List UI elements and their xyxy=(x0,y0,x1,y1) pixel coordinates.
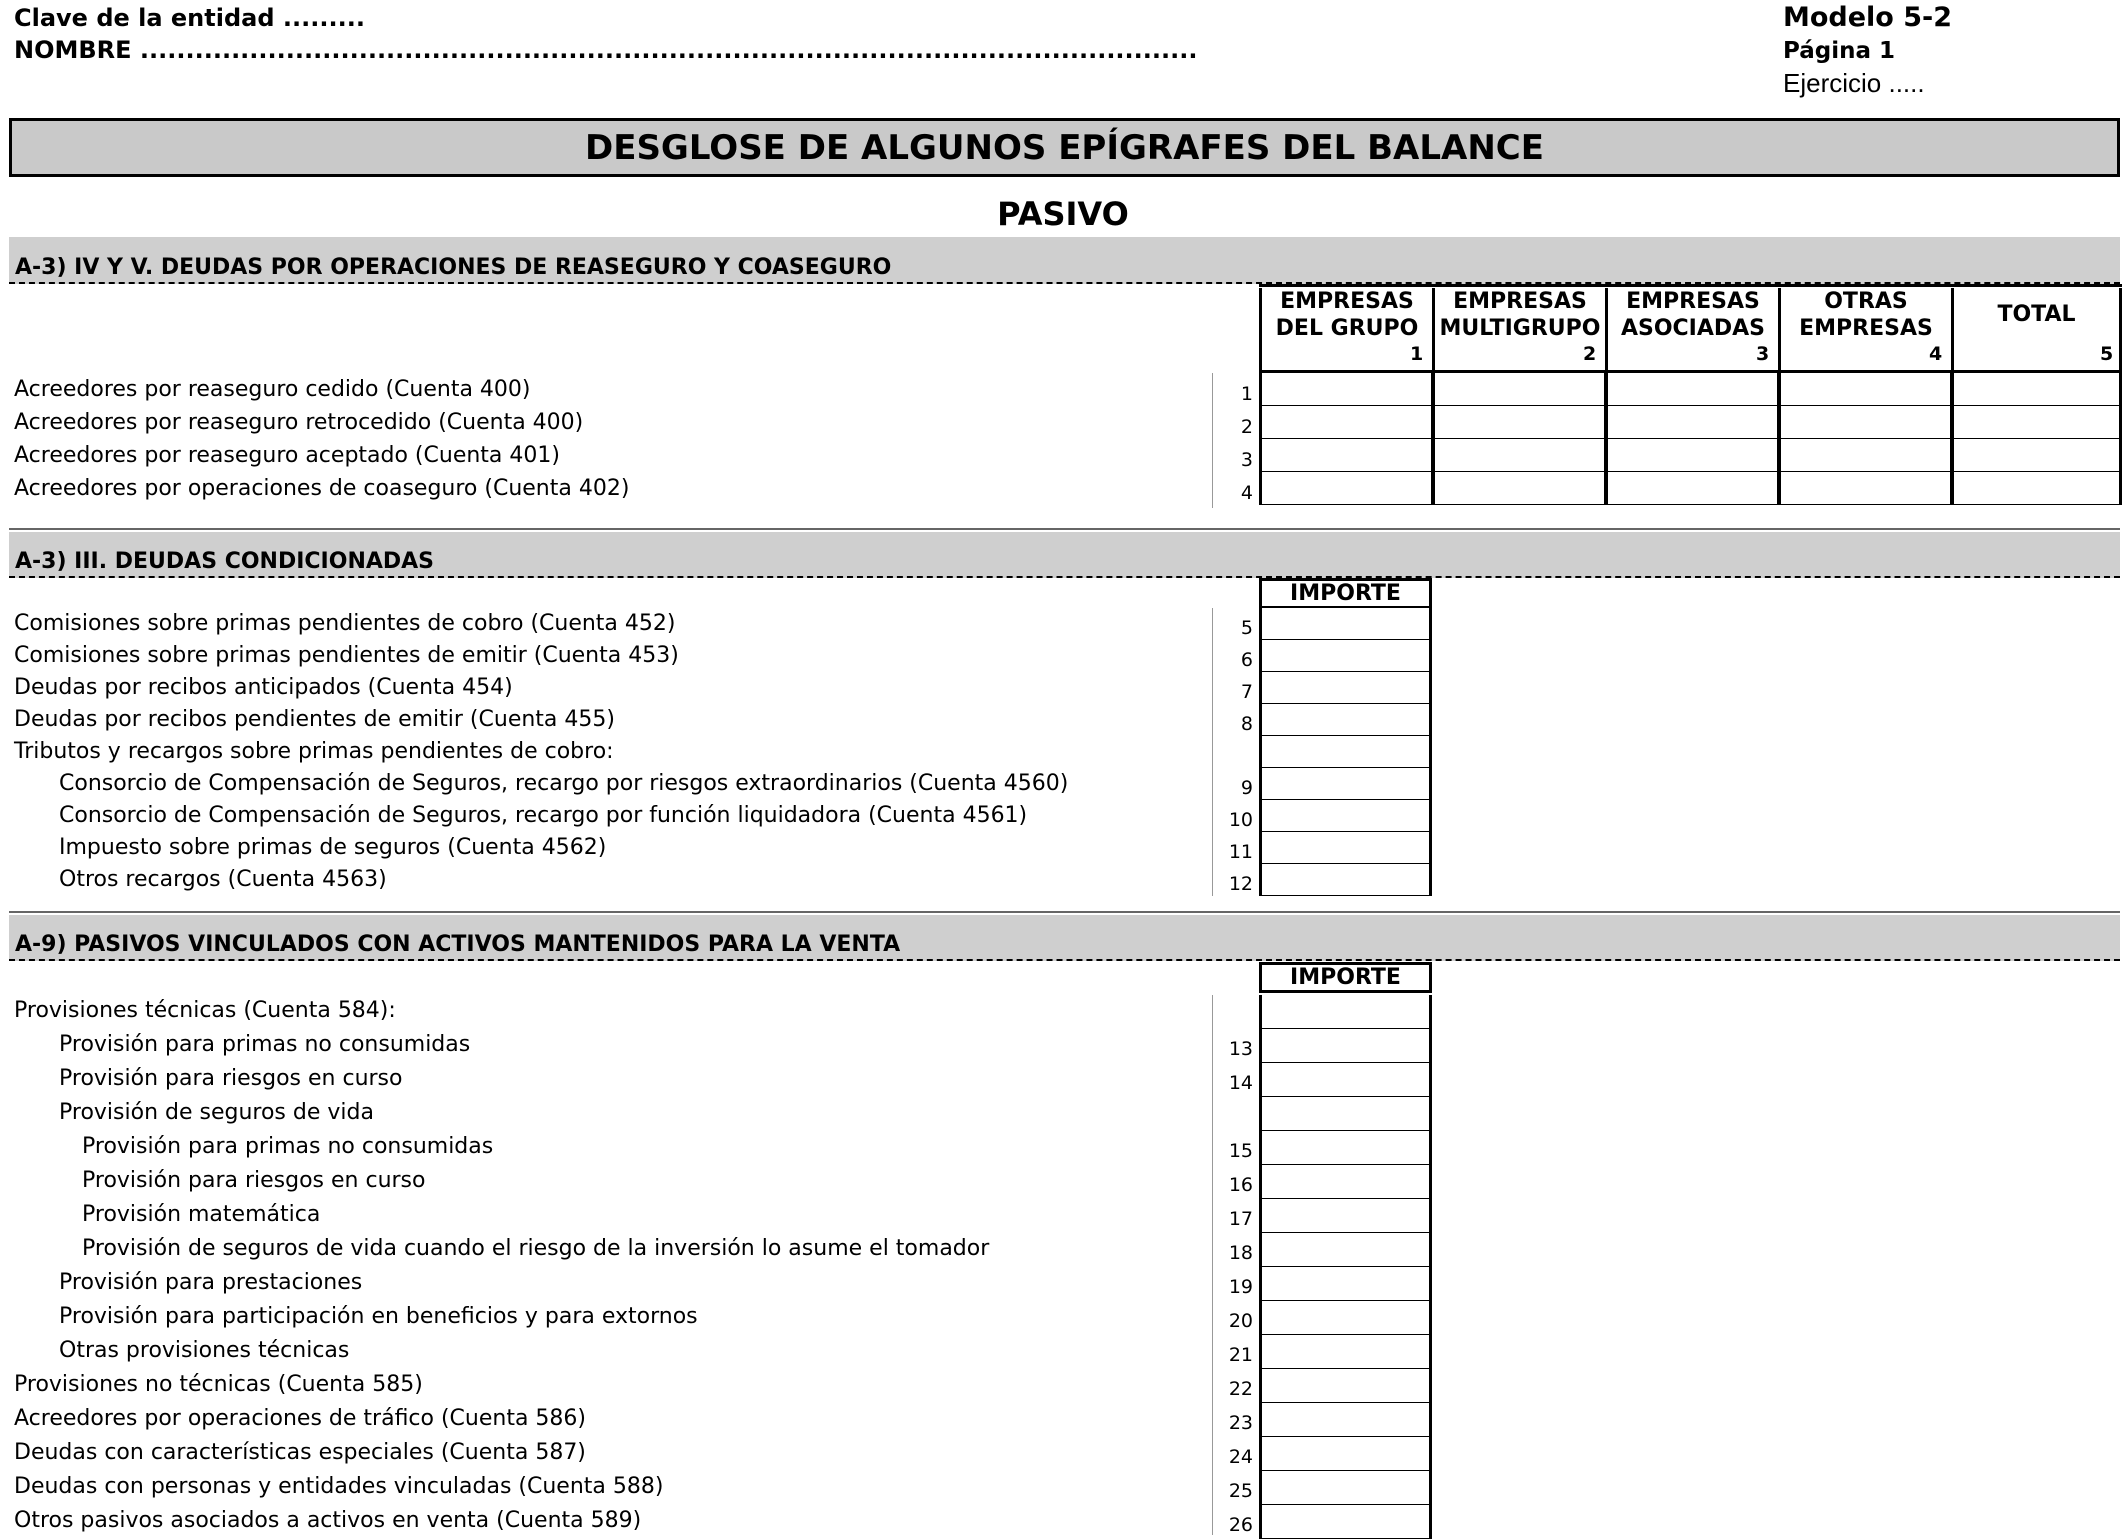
table-top-border xyxy=(1259,284,2122,287)
row-label: Deudas con personas y entidades vinculadas (Cuenta 588) xyxy=(14,1474,664,1499)
row-label: Comisiones sobre primas pendientes de cobro (Cuenta 452) xyxy=(14,611,676,636)
row-number: 22 xyxy=(1228,1378,1253,1400)
row-label: Provisión para riesgos en curso xyxy=(82,1168,426,1193)
column-number: 3 xyxy=(1756,343,1770,365)
row-label: Provisión para riesgos en curso xyxy=(59,1066,403,1091)
column-number: 2 xyxy=(1583,343,1597,365)
column-header-line: EMPRESAS xyxy=(1453,289,1587,314)
column-header-line: TOTAL xyxy=(1997,302,2076,327)
importe-cell[interactable] xyxy=(1259,608,1432,640)
column-header xyxy=(1778,288,1951,370)
row-number: 13 xyxy=(1228,1038,1253,1060)
importe-cell[interactable] xyxy=(1259,1369,1432,1403)
row-label: Provisión para primas no consumidas xyxy=(82,1134,494,1159)
row-number: 3 xyxy=(1240,449,1253,471)
data-cell[interactable] xyxy=(1605,472,1778,505)
importe-cell[interactable] xyxy=(1259,1437,1432,1471)
data-cell[interactable] xyxy=(1259,472,1432,505)
row-label: Otros recargos (Cuenta 4563) xyxy=(59,867,387,892)
row-label: Acreedores por reaseguro retrocedido (Cuenta 400) xyxy=(14,410,584,435)
row-number: 7 xyxy=(1240,681,1253,703)
importe-cell[interactable] xyxy=(1259,1267,1432,1301)
data-cell[interactable] xyxy=(1432,472,1605,505)
importe-cell-blank xyxy=(1259,1097,1432,1131)
importe-cell[interactable] xyxy=(1259,672,1432,704)
importe-cell[interactable] xyxy=(1259,1199,1432,1233)
data-cell[interactable] xyxy=(1259,439,1432,472)
importe-cell[interactable] xyxy=(1259,1505,1432,1539)
row-label: Consorcio de Compensación de Seguros, recargo por riesgos extraordinarios (Cuenta 4560) xyxy=(59,771,1069,796)
data-cell[interactable] xyxy=(1605,373,1778,406)
row-number: 10 xyxy=(1228,809,1253,831)
row-label: Provisión para primas no consumidas xyxy=(59,1032,471,1057)
column-header xyxy=(1605,288,1778,370)
row-label: Consorcio de Compensación de Seguros, recargo por función liquidadora (Cuenta 4561) xyxy=(59,803,1028,828)
importe-cell[interactable] xyxy=(1259,1063,1432,1097)
importe-cell[interactable] xyxy=(1259,1301,1432,1335)
column-number: 1 xyxy=(1410,343,1424,365)
column-header-importe: IMPORTE xyxy=(1259,962,1432,993)
data-cell[interactable] xyxy=(1778,373,1951,406)
column-header-line: EMPRESAS xyxy=(1626,289,1760,314)
column-header-line: DEL GRUPO xyxy=(1275,316,1419,341)
importe-cell[interactable] xyxy=(1259,640,1432,672)
row-number: 19 xyxy=(1228,1276,1253,1298)
column-header-line: EMPRESAS xyxy=(1799,316,1933,341)
row-label: Provisiones técnicas (Cuenta 584): xyxy=(14,998,396,1023)
importe-cell[interactable] xyxy=(1259,800,1432,832)
row-number: 9 xyxy=(1240,777,1253,799)
page-title: DESGLOSE DE ALGUNOS EPÍGRAFES DEL BALANCE xyxy=(9,118,2120,177)
row-label: Otros pasivos asociados a activos en venta (Cuenta 589) xyxy=(14,1508,642,1533)
row-number: 21 xyxy=(1228,1344,1253,1366)
importe-cell[interactable] xyxy=(1259,864,1432,896)
importe-cell[interactable] xyxy=(1259,1233,1432,1267)
row-label: Acreedores por reaseguro aceptado (Cuenta 401) xyxy=(14,443,560,468)
row-number: 4 xyxy=(1240,482,1253,504)
importe-cell[interactable] xyxy=(1259,1165,1432,1199)
data-cell[interactable] xyxy=(1605,439,1778,472)
importe-cell[interactable] xyxy=(1259,832,1432,864)
row-number: 12 xyxy=(1228,873,1253,895)
data-cell[interactable] xyxy=(1432,439,1605,472)
entity-name-label: NOMBRE .................................................................................................................... xyxy=(14,36,1198,64)
importe-cell[interactable] xyxy=(1259,1335,1432,1369)
data-cell[interactable] xyxy=(1951,439,2122,472)
importe-cell[interactable] xyxy=(1259,704,1432,736)
column-header-line: MULTIGRUPO xyxy=(1439,316,1601,341)
row-label: Acreedores por operaciones de tráfico (Cuenta 586) xyxy=(14,1406,587,1431)
row-number: 25 xyxy=(1228,1480,1253,1502)
row-number: 5 xyxy=(1240,617,1253,639)
importe-cell[interactable] xyxy=(1259,1403,1432,1437)
fiscal-year-label: Ejercicio ..... xyxy=(1783,68,1925,98)
row-label: Acreedores por reaseguro cedido (Cuenta 400) xyxy=(14,377,531,402)
data-cell[interactable] xyxy=(1259,406,1432,439)
column-header-line: OTRAS xyxy=(1824,289,1908,314)
row-label: Provisión para participación en beneficios y para extornos xyxy=(59,1304,698,1329)
row-label: Impuesto sobre primas de seguros (Cuenta 4562) xyxy=(59,835,607,860)
column-header xyxy=(1259,288,1432,370)
column-header xyxy=(1951,288,2122,370)
row-number: 24 xyxy=(1228,1446,1253,1468)
data-cell[interactable] xyxy=(1778,406,1951,439)
row-label: Provisión de seguros de vida xyxy=(59,1100,374,1125)
row-number: 16 xyxy=(1228,1174,1253,1196)
row-label: Deudas por recibos pendientes de emitir (Cuenta 455) xyxy=(14,707,615,732)
entity-key-label: Clave de la entidad ......... xyxy=(14,4,365,32)
data-cell[interactable] xyxy=(1778,472,1951,505)
row-number: 11 xyxy=(1228,841,1253,863)
row-label: Deudas con características especiales (Cuenta 587) xyxy=(14,1440,586,1465)
data-cell[interactable] xyxy=(1259,373,1432,406)
row-label: Provisión para prestaciones xyxy=(59,1270,363,1295)
row-number: 17 xyxy=(1228,1208,1253,1230)
column-header-importe: IMPORTE xyxy=(1259,578,1432,609)
row-number: 2 xyxy=(1240,416,1253,438)
row-number: 8 xyxy=(1240,713,1253,735)
importe-cell[interactable] xyxy=(1259,1029,1432,1063)
model-label: Modelo 5-2 xyxy=(1783,2,1953,33)
data-cell[interactable] xyxy=(1432,406,1605,439)
row-label: Otras provisiones técnicas xyxy=(59,1338,350,1363)
section-heading: A-3) III. DEUDAS CONDICIONADAS xyxy=(9,532,2120,578)
row-number: 20 xyxy=(1228,1310,1253,1332)
importe-cell[interactable] xyxy=(1259,768,1432,800)
row-number: 14 xyxy=(1228,1072,1253,1094)
section-heading: A-3) IV Y V. DEUDAS POR OPERACIONES DE REASEGURO Y COASEGURO xyxy=(9,237,2120,284)
row-number: 15 xyxy=(1228,1140,1253,1162)
row-number: 26 xyxy=(1228,1514,1253,1536)
importe-cell-blank xyxy=(1259,995,1432,1029)
importe-cell[interactable] xyxy=(1259,1131,1432,1165)
column-header-line: EMPRESAS xyxy=(1280,289,1414,314)
data-cell[interactable] xyxy=(1432,373,1605,406)
row-label: Provisión matemática xyxy=(82,1202,321,1227)
importe-cell-blank xyxy=(1259,736,1432,768)
row-label: Deudas por recibos anticipados (Cuenta 454) xyxy=(14,675,513,700)
page-label: Página 1 xyxy=(1783,38,1896,64)
data-cell[interactable] xyxy=(1778,439,1951,472)
data-cell[interactable] xyxy=(1951,472,2122,505)
row-label: Acreedores por operaciones de coaseguro (Cuenta 402) xyxy=(14,476,630,501)
row-number: 23 xyxy=(1228,1412,1253,1434)
row-label: Tributos y recargos sobre primas pendientes de cobro: xyxy=(14,739,614,764)
row-label: Provisión de seguros de vida cuando el riesgo de la inversión lo asume el tomador xyxy=(82,1236,990,1261)
row-number: 18 xyxy=(1228,1242,1253,1264)
row-number: 1 xyxy=(1240,383,1253,405)
column-number: 5 xyxy=(2100,343,2114,365)
data-cell[interactable] xyxy=(1951,406,2122,439)
data-cell[interactable] xyxy=(1605,406,1778,439)
column-number: 4 xyxy=(1929,343,1943,365)
column-header xyxy=(1432,288,1605,370)
row-label: Comisiones sobre primas pendientes de emitir (Cuenta 453) xyxy=(14,643,679,668)
column-header-line: ASOCIADAS xyxy=(1620,316,1766,341)
data-cell[interactable] xyxy=(1951,373,2122,406)
section-heading: A-9) PASIVOS VINCULADOS CON ACTIVOS MANTENIDOS PARA LA VENTA xyxy=(9,915,2120,961)
row-label: Provisiones no técnicas (Cuenta 585) xyxy=(14,1372,423,1397)
row-number: 6 xyxy=(1240,649,1253,671)
page-subtitle: PASIVO xyxy=(997,195,1129,233)
importe-cell[interactable] xyxy=(1259,1471,1432,1505)
